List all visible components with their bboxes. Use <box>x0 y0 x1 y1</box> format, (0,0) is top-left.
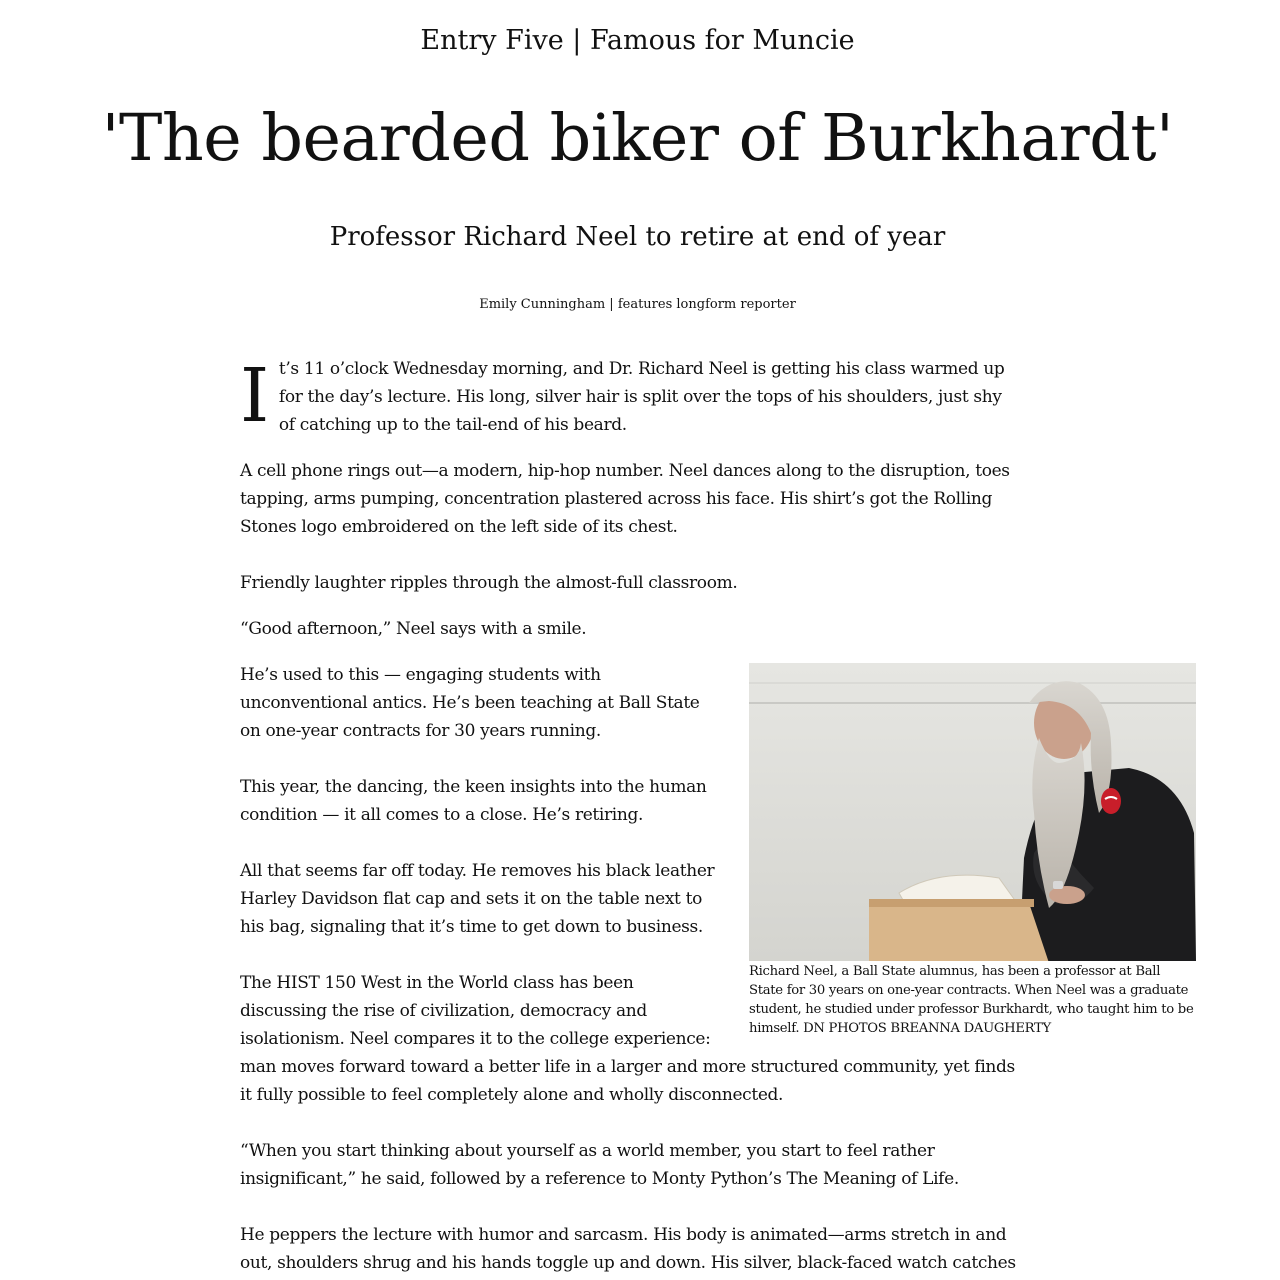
paragraph-1-text: t’s 11 o’clock Wednesday morning, and Dr. Richard Neel is getting his class warmed up for the day’s lecture. His long, silver hair is split over the tops of his shoulders, just shy of catching up to the tail-end of his beard. <box>278 359 1005 435</box>
paragraph-7: All that seems far off today. He removes his black leather Harley Davidson flat cap and sets it on the table next to his bag, signaling that it’s time to get down to business. <box>240 861 715 937</box>
paragraph-3: Friendly laughter ripples through the almost-full classroom. <box>240 573 738 593</box>
paragraph-2: A cell phone rings out—a modern, hip-hop number. Neel dances along to the disruption, toes tapping, arms pumping, concentration plastered across his face. His shirt’s got the Rolling Stones logo embroidered on the left side of its chest. <box>240 461 1010 537</box>
paragraph-4: “Good afternoon,” Neel says with a smile. <box>240 619 587 639</box>
drop-cap: I <box>240 353 269 439</box>
paragraph-8: The HIST 150 West in the World class has been discussing the rise of civilization, democracy and isolationism. Neel compares it to the college experience: man moves forward toward a better life in a larger and more structured community, yet finds it fully possible to feel completely alone and wholly disconnected. <box>240 973 1015 1105</box>
paragraph-9: “When you start thinking about yourself as a world member, you start to feel rather insignificant,” he said, followed by a reference to Monty Python’s The Meaning of Life. <box>240 1141 959 1189</box>
article-body <box>240 353 1194 1280</box>
section-kicker: Entry Five | Famous for Muncie <box>420 25 855 56</box>
photo-caption: Richard Neel, a Ball State alumnus, has been a professor at Ball State for 30 years on one-year contracts. When Neel was a graduate student, he studied under professor Burkhardt, who taught him to be himself. DN PHOTOS BREANNA DAUGHERTY <box>749 964 1194 1036</box>
paragraph-6: This year, the dancing, the keen insights into the human condition — it all comes to a close. He’s retiring. <box>240 777 707 825</box>
subheadline: Professor Richard Neel to retire at end of year <box>329 222 946 252</box>
paragraph-5: He’s used to this — engaging students with unconventional antics. He’s been teaching at Ball State on one-year contracts for 30 years running. <box>240 665 700 741</box>
paragraph-1 <box>240 355 1022 439</box>
professor-at-lectern-photo[interactable] <box>749 663 1196 961</box>
byline: Emily Cunningham | features longform reporter <box>479 297 796 312</box>
headline: 'The bearded biker of Burkhardt' <box>101 101 1174 176</box>
photo-figure <box>749 663 1197 1038</box>
paragraph-10: He peppers the lecture with humor and sarcasm. His body is animated—arms stretch in and out, shoulders shrug and his hands toggle up and down. His silver, black-faced watch catches <box>240 1225 1016 1273</box>
